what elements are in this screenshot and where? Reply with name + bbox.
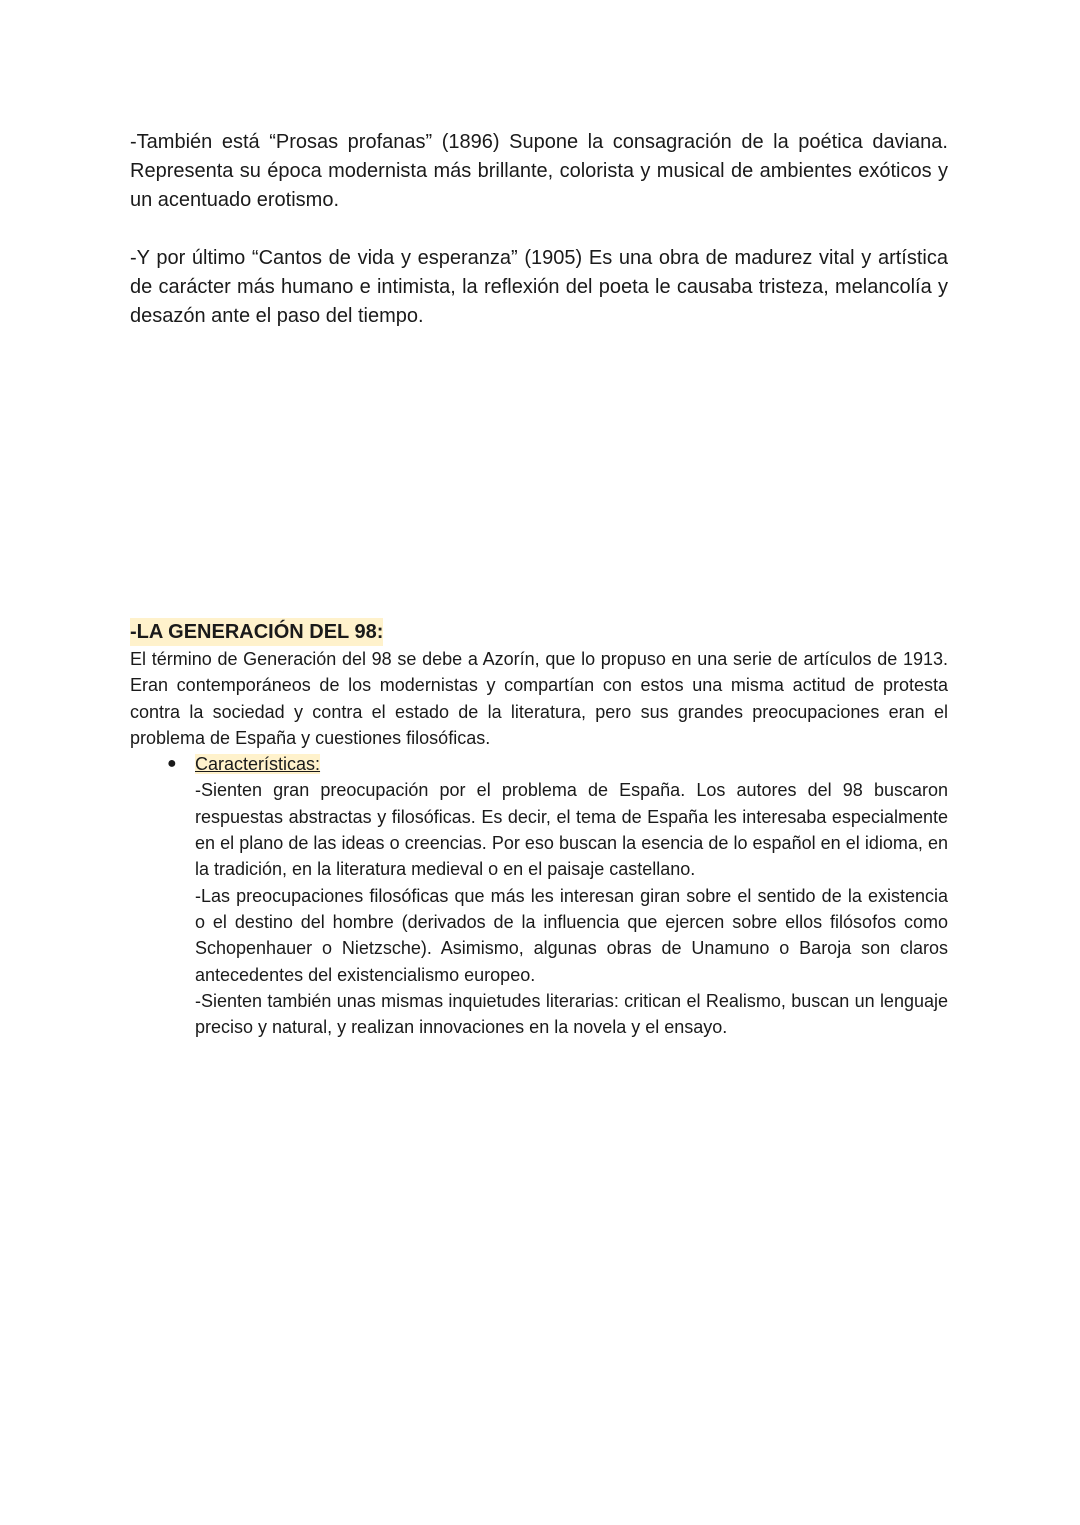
bullet-subitem-filosofia: -Las preocupaciones filosóficas que más les interesan giran sobre el sentido de la existencia o el destino del hombre (derivados de la influencia que ejercen sobre ellos filósofos como Schopenhauer o Nietzsche). Asimismo, algunas obras de Unamuno o Baroja son claros antecedentes del existencialismo europeo. (195, 885, 948, 985)
bullet-subitem-literatura: -Sienten también unas mismas inquietudes literarias: critican el Realismo, buscan un lenguaje preciso y natural, y realizan innovaciones en la novela y el ensayo. (195, 990, 948, 1038)
bullet-subitem-espana: -Sienten gran preocupación por el problema de España. Los autores del 98 buscaron respuestas abstractas y filosóficas. Es decir, el tema de España les interesaba especialmente en el plano de las ideas o creencias. Por eso buscan la esencia de lo español en el idioma, en la tradición, en la literatura medieval o en el paisaje castellano. (195, 780, 948, 880)
bullet-dot-icon: ● (167, 755, 177, 773)
section-title: -LA GENERACIÓN DEL 98: (130, 618, 383, 646)
paragraph-cantos-de-vida: -Y por último “Cantos de vida y esperanza” (1905) Es una obra de madurez vital y artística de carácter más humano e intimista, la reflexión del poeta le causaba tristeza, melancolía y desazón ante el paso del tiempo. (130, 247, 948, 327)
section-generacion-98 (130, 618, 948, 1040)
bullet-label: Características: (195, 754, 321, 775)
bullet-item (130, 751, 948, 777)
paragraph-prosas-profanas: -También está “Prosas profanas” (1896) Supone la consagración de la poética daviana. Representa su época modernista más brillante, colorista y musical de ambientes exóticos y un acentuado erotismo. (130, 131, 948, 211)
section-intro: El término de Generación del 98 se debe a Azorín, que lo propuso en una serie de artículos de 1913. Eran contemporáneos de los modernistas y compartían con estos una misma actitud de protesta contra la sociedad y contra el estado de la literatura, pero sus grandes preocupaciones eran el problema de España y cuestiones filosóficas. (130, 649, 948, 748)
